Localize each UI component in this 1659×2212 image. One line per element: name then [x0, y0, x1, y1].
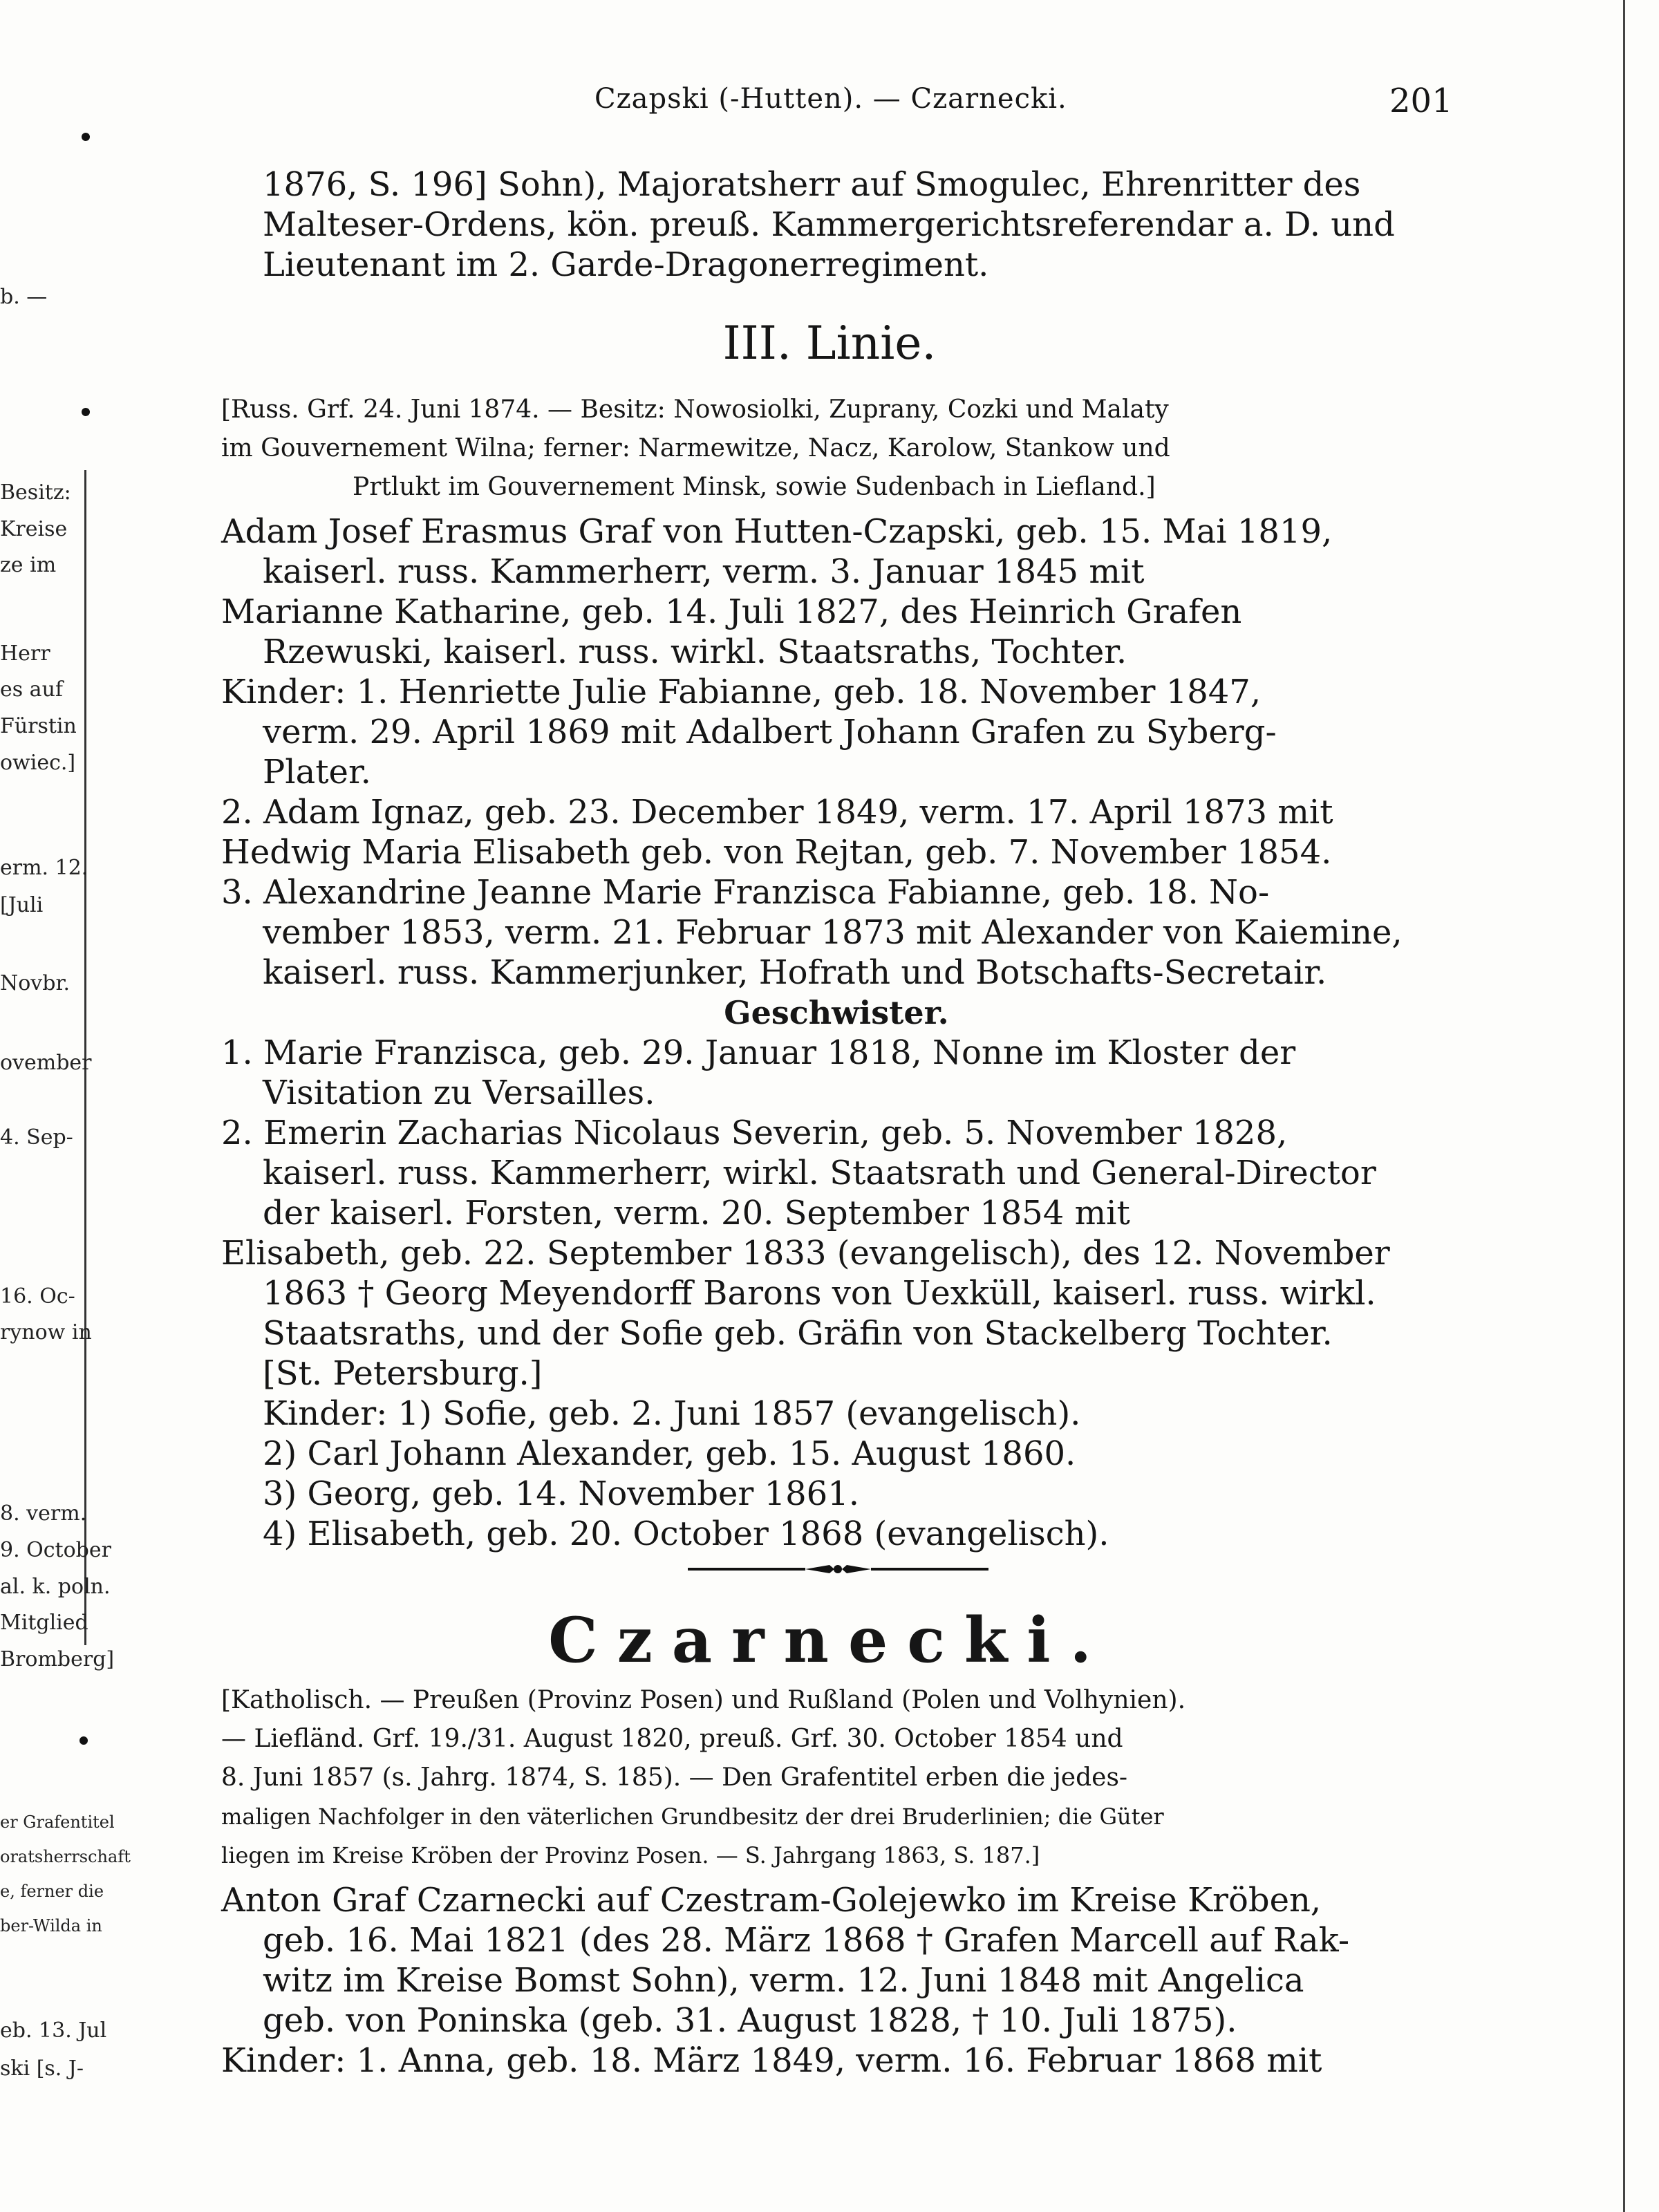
text-line: 8. Juni 1857 (s. Jahrg. 1874, S. 185). — Den Grafentitel erben die jedes-	[221, 1763, 1128, 1792]
kinder-line: 2) Carl Johann Alexander, geb. 15. August 1860.	[263, 1434, 1076, 1473]
entry-line: [St. Petersburg.]	[263, 1354, 543, 1393]
linie-intro	[221, 391, 1452, 507]
margin-fragment: b. —	[0, 285, 48, 309]
entry-line: 3. Alexandrine Jeanne Marie Franzisca Fabianne, geb. 18. No-	[221, 873, 1270, 912]
entry-line: Adam Josef Erasmus Graf von Hutten-Czapski, geb. 15. Mai 1819,	[221, 512, 1333, 551]
entry-line: 2. Emerin Zacharias Nicolaus Severin, geb. 5. November 1828,	[221, 1114, 1288, 1152]
text-line: Prtlukt im Gouvernement Minsk, sowie Sudenbach in Liefland.]	[353, 473, 1156, 501]
margin-fragment: Mitglied	[0, 1611, 88, 1635]
margin-fragment: Kreise	[0, 517, 68, 541]
text-line: [Katholisch. — Preußen (Provinz Posen) und Rußland (Polen und Volhynien).	[221, 1686, 1186, 1714]
entry-line: verm. 29. April 1869 mit Adalbert Johann Grafen zu Syberg-	[263, 713, 1277, 751]
margin-fragment: ski [s. J-	[0, 2056, 84, 2081]
margin-fragment: ovember	[0, 1051, 92, 1075]
section-title-czarnecki: Czarnecki.	[548, 1604, 1111, 1677]
entry-line: 1863 † Georg Meyendorff Barons von Uexküll, kaiserl. russ. wirkl.	[263, 1274, 1376, 1313]
text-line: Malteser-Ordens, kön. preuß. Kammergerichtsreferendar a. D. und	[263, 205, 1395, 244]
entry-line: Rzewuski, kaiserl. russ. wirkl. Staatsraths, Tochter.	[263, 632, 1127, 671]
entry-line: kaiserl. russ. Kammerherr, verm. 3. Januar 1845 mit	[263, 552, 1145, 591]
margin-fragment: Besitz:	[0, 480, 71, 505]
entry-line: kaiserl. russ. Kammerherr, wirkl. Staatsrath und General-Director	[263, 1154, 1376, 1192]
entry-line: Marianne Katharine, geb. 14. Juli 1827, des Heinrich Grafen	[221, 592, 1242, 631]
entry-line: Elisabeth, geb. 22. September 1833 (evangelisch), des 12. November	[221, 1234, 1390, 1273]
kinder-line: 3) Georg, geb. 14. November 1861.	[263, 1474, 860, 1513]
entry-line: witz im Kreise Bomst Sohn), verm. 12. Juni 1848 mit Angelica	[263, 1961, 1304, 2000]
text-line: — Liefländ. Grf. 19./31. August 1820, preuß. Grf. 30. October 1854 und	[221, 1725, 1123, 1753]
margin-fragment: oratsherrschaft	[0, 1847, 131, 1866]
geschwister-heading: Geschwister.	[724, 994, 949, 1031]
margin-fragment: 8. verm.	[0, 1501, 87, 1526]
margin-dot	[82, 133, 90, 141]
margin-fragment: Fürstin	[0, 714, 77, 738]
text-line: liegen im Kreise Kröben der Provinz Posen. — S. Jahrgang 1863, S. 187.]	[221, 1842, 1040, 1868]
margin-fragment: 16. Oc-	[0, 1284, 75, 1309]
margin-fragment: eb. 13. Jul	[0, 2018, 107, 2043]
text-line: Lieutenant im 2. Garde-Dragonerregiment.	[263, 245, 989, 284]
text-line: 1876, S. 196] Sohn), Majoratsherr auf Smogulec, Ehrenritter des	[263, 165, 1361, 204]
running-header: Czapski (-Hutten). — Czarnecki.	[594, 83, 1067, 115]
entry-line: der kaiserl. Forsten, verm. 20. September 1854 mit	[263, 1194, 1130, 1232]
kinder-line: Kinder: 1) Sofie, geb. 2. Juni 1857 (evangelisch).	[263, 1394, 1081, 1433]
margin-dot	[79, 1736, 88, 1745]
margin-dot	[82, 408, 90, 416]
margin-fragment: erm. 12.	[0, 856, 88, 880]
margin-fragment: Herr	[0, 641, 50, 666]
text-line: [Russ. Grf. 24. Juni 1874. — Besitz: Nowosiolki, Zuprany, Cozki und Malaty	[221, 395, 1169, 424]
margin-fragment: Bromberg]	[0, 1647, 115, 1671]
entry-line: Staatsraths, und der Sofie geb. Gräfin von Stackelberg Tochter.	[263, 1314, 1333, 1353]
kinder-line: Kinder: 1. Anna, geb. 18. März 1849, verm. 16. Februar 1868 mit	[221, 2041, 1322, 2080]
entry-line: Kinder: 1. Henriette Julie Fabianne, geb. 18. November 1847,	[221, 673, 1262, 711]
entry-line: Plater.	[263, 753, 371, 791]
czarnecki-intro	[221, 1681, 1452, 1875]
margin-fragment: al. k. poln.	[0, 1575, 111, 1599]
entry-line: 2. Adam Ignaz, geb. 23. December 1849, verm. 17. April 1873 mit	[221, 793, 1333, 832]
margin-fragment: es auf	[0, 677, 63, 702]
entry-line: vember 1853, verm. 21. Februar 1873 mit Alexander von Kaiemine,	[263, 913, 1403, 952]
margin-fragment: e, ferner die	[0, 1882, 104, 1901]
margin-fragment: Novbr.	[0, 971, 71, 995]
entry-line: kaiserl. russ. Kammerjunker, Hofrath und Botschafts-Secretair.	[263, 953, 1327, 992]
linie-entries	[221, 512, 1452, 1554]
entry-line: geb. von Poninska (geb. 31. August 1828, † 10. Juli 1875).	[263, 2001, 1237, 2040]
margin-fragment: 4. Sep-	[0, 1125, 73, 1150]
text-line: im Gouvernement Wilna; ferner: Narmewitze, Nacz, Karolow, Stankow und	[221, 434, 1170, 462]
page-number: 201	[1389, 82, 1453, 120]
text-line: maligen Nachfolger in den väterlichen Grundbesitz der drei Bruderlinien; die Güter	[221, 1803, 1164, 1830]
entry-line: 1. Marie Franzisca, geb. 29. Januar 1818, Nonne im Kloster der	[221, 1033, 1296, 1072]
margin-fragment: 9. October	[0, 1538, 111, 1562]
margin-fragment: [Juli	[0, 893, 44, 917]
continuation-paragraph	[221, 165, 1452, 285]
entry-line: geb. 16. Mai 1821 (des 28. März 1868 † Grafen Marcell auf Rak-	[263, 1921, 1350, 1960]
margin-fragment: ber-Wilda in	[0, 1916, 102, 1936]
margin-fragment: owiec.]	[0, 751, 76, 775]
entry-line: Anton Graf Czarnecki auf Czestram-Golejewko im Kreise Kröben,	[221, 1881, 1322, 1920]
ornament-rule-icon	[688, 1559, 988, 1580]
czarnecki-entry	[221, 1880, 1452, 2081]
margin-fragment: er Grafentitel	[0, 1812, 115, 1832]
margin-fragment: rynow in	[0, 1320, 92, 1344]
entry-line: Visitation zu Versailles.	[263, 1074, 655, 1112]
kinder-line: 4) Elisabeth, geb. 20. October 1868 (evangelisch).	[263, 1515, 1109, 1553]
entry-line: Hedwig Maria Elisabeth geb. von Rejtan, geb. 7. November 1854.	[221, 833, 1332, 872]
section-title-linie: III. Linie.	[722, 317, 937, 370]
margin-fragment: ze im	[0, 553, 57, 577]
